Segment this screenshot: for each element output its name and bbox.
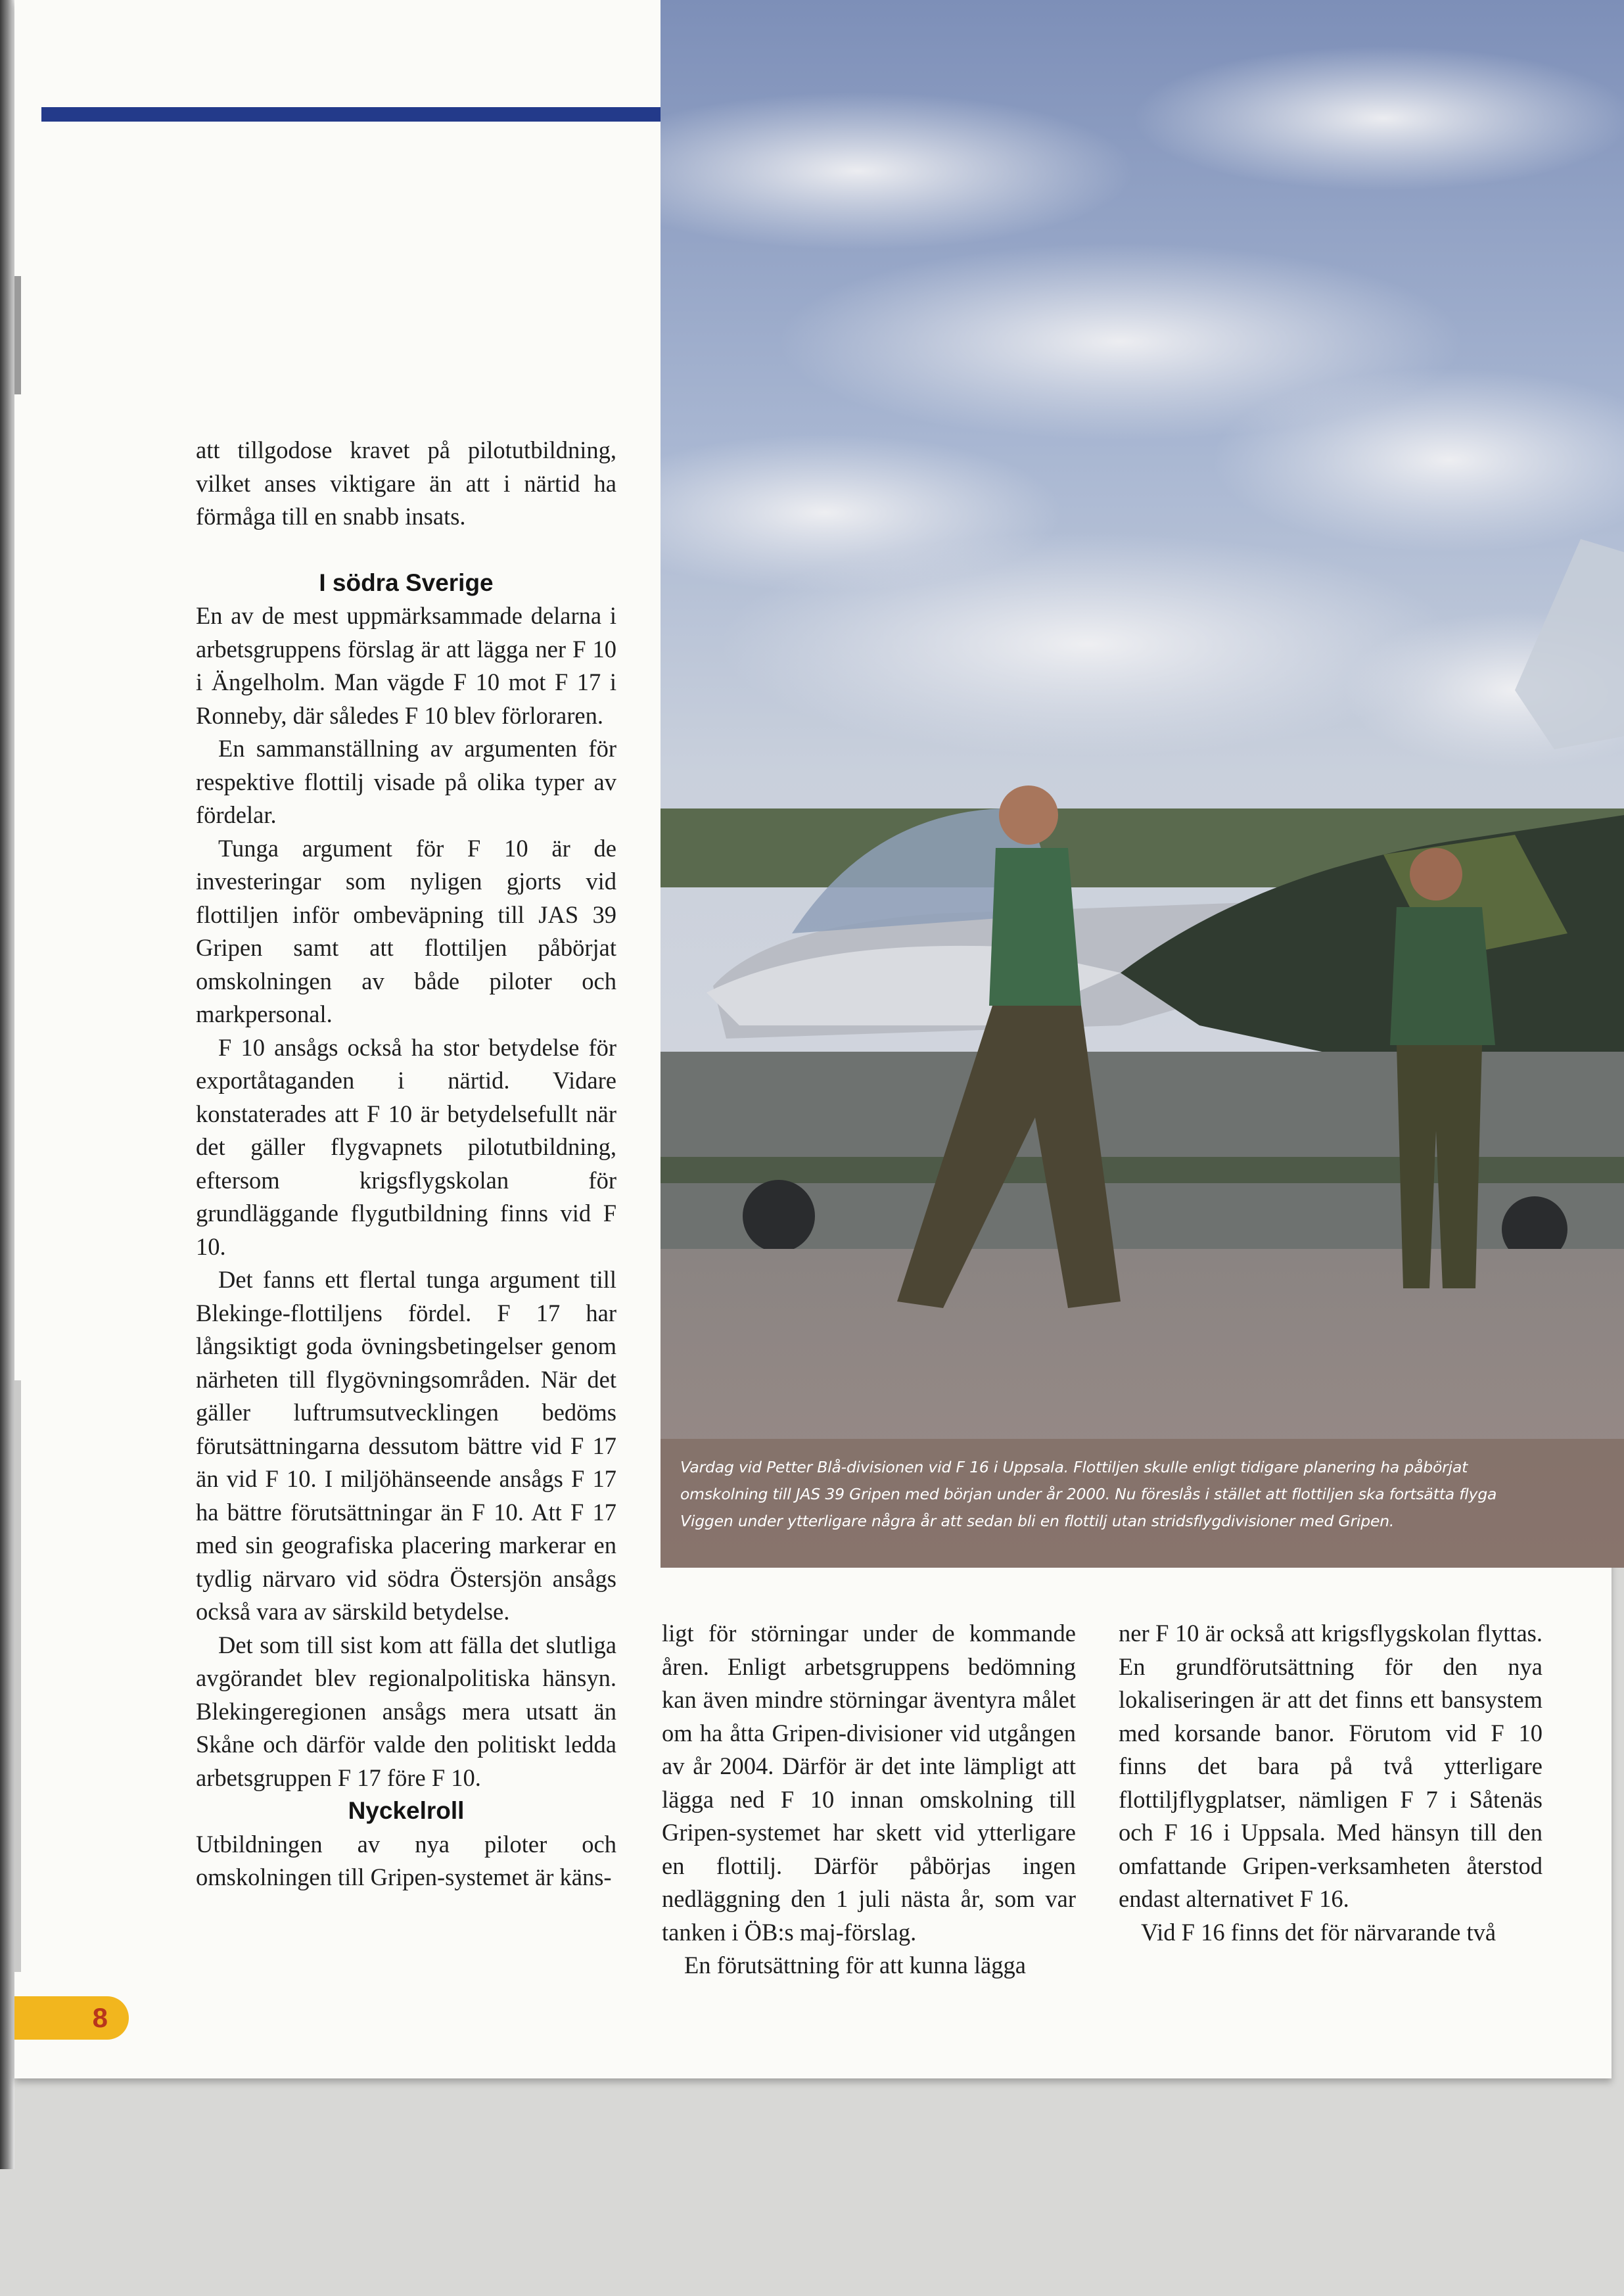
paragraph: ligt för störningar under de kommande åren. Enligt arbetsgruppens bedömning kan även mindre störningar äventyra målet om ha åtta Gripen-divisioner vid utgången av år 2004. Därför är det inte lämpligt att lägga ned F 10 innan omskolning till Gripen-systemet har skett vid ytterligare en flottilj. Därför påbörjas ingen nedläggning den 1 juli nästa år, som var tanken i ÖB:s maj-förslag. [662, 1620, 1076, 1946]
paragraph: Det som till sist kom att fälla det slutliga avgörandet blev regionalpolitiska hänsyn. Blekingeregionen ansågs mera utsatt än Skåne och därför valde den politiskt ledda arbetsgruppen F 17 före F 10. [196, 1631, 616, 1791]
paragraph: Vid F 16 finns det för närvarande två [1141, 1918, 1496, 1946]
paragraph: En sammanställning av argumenten för respektive flottilj visade på olika typer av fördelar. [196, 735, 616, 828]
paragraph: F 10 ansågs också ha stor betydelse för exportåtaganden i närtid. Vidare konstaterades att F 10 är betydelsefullt när det gäller flygvapnets pilotutbildning, eftersom krigsflygskolan för grundläggande flygutbildning finns vid F 10. [196, 1033, 616, 1260]
airfield-photo [661, 0, 1624, 1568]
paragraph: Det fanns ett flertal tunga argument till Blekinge-flottiljens fördel. F 17 har långsiktigt goda övningsbetingelser genom närheten till flygövningsområden. När det gäller luftrumsutvecklingen bedöms förutsättningarna dessutom bättre vid F 17 än vid F 10. I miljöhänseende ansågs F 17 ha bättre förutsättningar än F 10. Att F 17 med sin geografiska placering markerar en tydlig närvaro vid södra Östersjön ansågs också vara av särskild betydelse. [196, 1266, 616, 1625]
photo-caption: Vardag vid Petter Blå-divisionen vid F 16 i Uppsala. Flottiljen skulle enligt tidigare planering ha påbörjat omskolning till JAS 39 Gripen med början under år 2000. Nu föreslås i stället att flottiljen ska fortsätta flyga Viggen under ytterligare några år att sedan bli en flottilj utan stridsflygdivisioner med Gripen. [680, 1458, 1497, 1530]
paragraph: ner F 10 är också att krigsflygskolan flyttas. En grundförutsättning för den nya lokaliseringen är att det finns ett bansystem med korsande banor. Förutom vid F 10 finns det bara på två ytterligare flottiljflygplatser, nämligen F 7 i Såtenäs och F 16 i Uppsala. Med hänsyn till den omfattande Gripen-verksamheten återstod endast alternativet F 16. [1119, 1620, 1543, 1912]
article-column-2 [662, 1617, 1076, 1982]
header-rule [41, 107, 661, 122]
paragraph: En förutsättning för att kunna lägga [684, 1952, 1026, 1979]
article-column-3 [1119, 1617, 1543, 1949]
section-heading: I södra Sverige [319, 569, 494, 596]
photo-illustration [661, 0, 1624, 1568]
section-heading: Nyckelroll [348, 1797, 465, 1824]
article-column-1 [196, 434, 616, 1894]
binding-spine [0, 0, 14, 2169]
paragraph: Tunga argument för F 10 är de investeringar som nyligen gjorts vid flottiljen inför ombeväpning till JAS 39 Gripen samt att flottiljen påbörjat omskolningen av både piloter och markpersonal. [196, 834, 616, 1027]
paragraph: En av de mest uppmärksammade delarna i arbetsgruppens förslag är att lägga ner F 10 i Ängelholm. Man vägde F 10 mot F 17 i Ronneby, där således F 10 blev förloraren. [196, 602, 616, 729]
section-gap [196, 534, 616, 567]
paragraph: att tillgodose kravet på pilotutbildning, vilket anses viktigare än att i närtid ha förmåga till en snabb insats. [196, 436, 616, 530]
page-edge-mark [14, 276, 21, 394]
page-edge-mark [14, 1380, 21, 1972]
paragraph: Utbildningen av nya piloter och omskolningen till Gripen-systemet är käns- [196, 1830, 616, 1890]
page-number: 8 [14, 1996, 129, 2040]
